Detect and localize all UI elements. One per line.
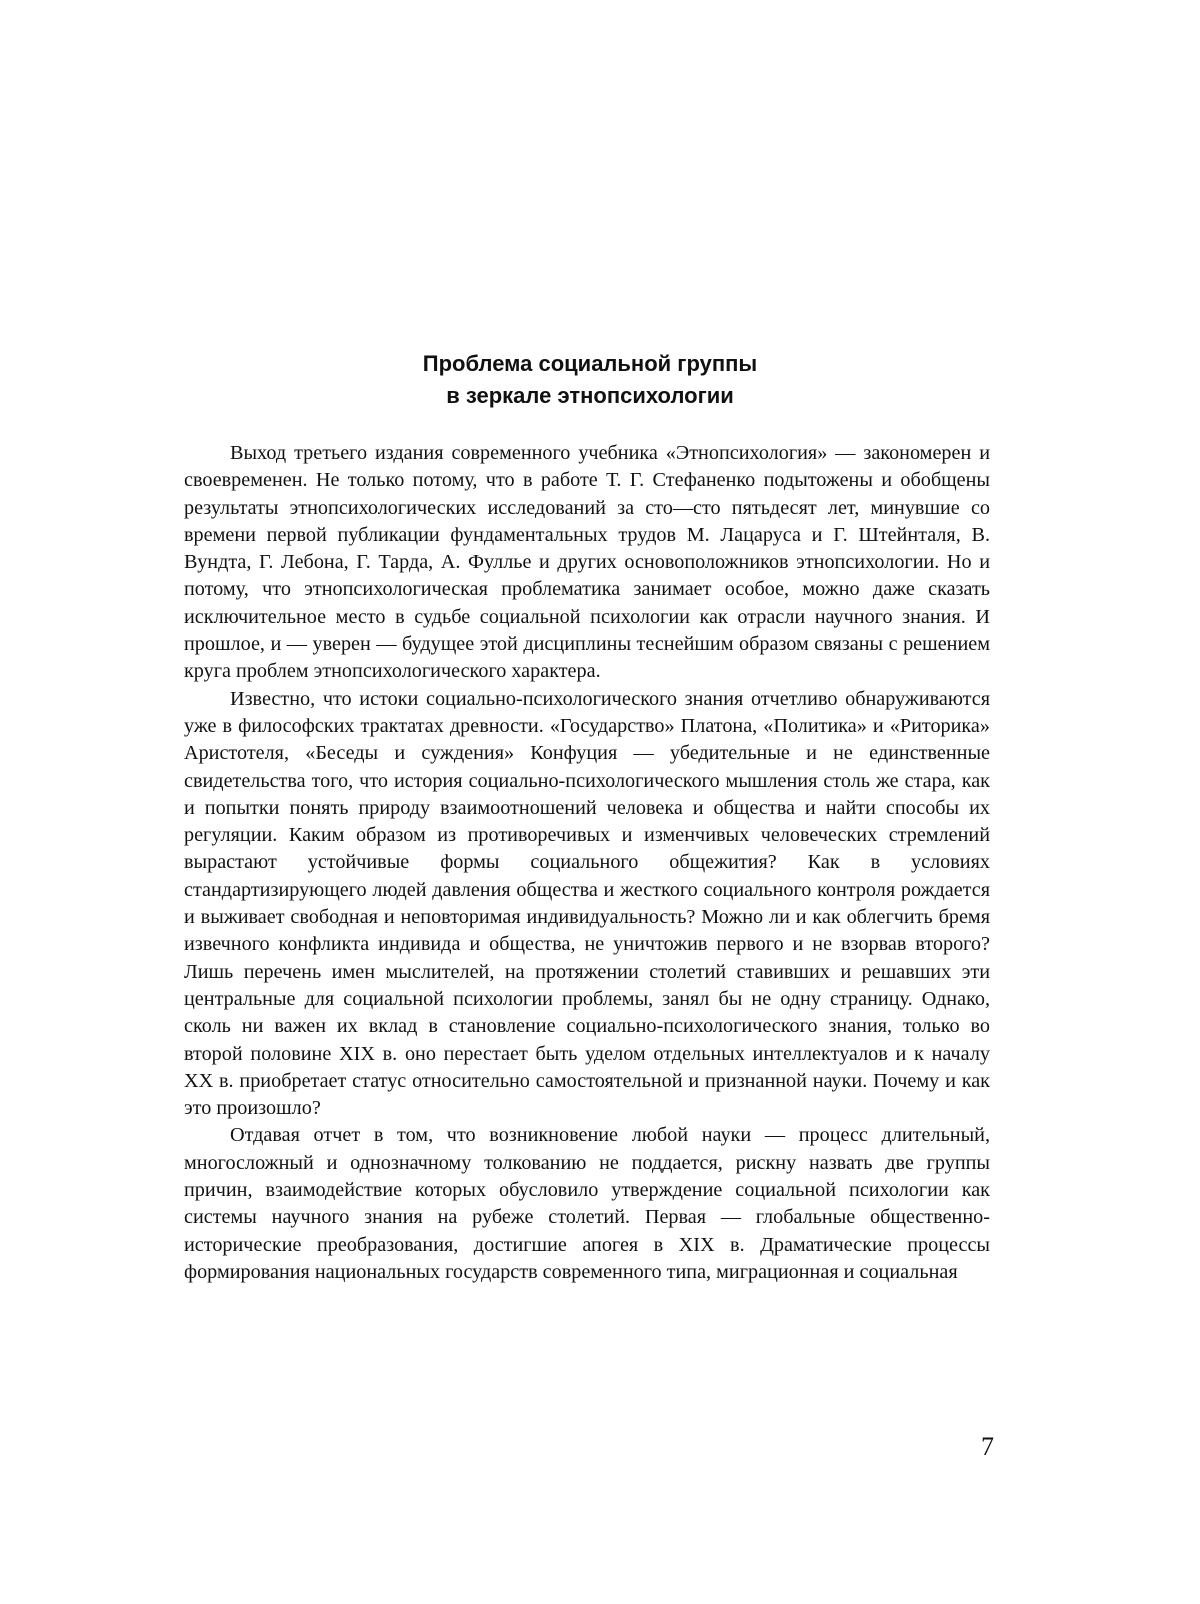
paragraph-3: Отдавая отчет в том, что возникновение любой науки — процесс длительный, многосложный и однозначному толкованию не поддается, рискну назвать две группы причин, взаимодействие которых обусловило утверждение социальной психологии как системы научного знания на рубеже столетий. Первая — глобальные общественно-исторические преобразования, достигшие апогея в XIX в. Драматические процессы формирования национальных государств современного типа, миграционная и социальная	[184, 1124, 990, 1283]
body-text	[184, 440, 990, 1286]
paragraph-2: Известно, что истоки социально-психологического знания отчетливо обнаруживаются уже в философских трактатах древности. «Государство» Платона, «Политика» и «Риторика» Аристотеля, «Беседы и суждения» Конфуция — убедительные и не единственные свидетельства того, что история социально-психологического мышления столь же стара, как и попытки понять природу взаимоотношений человека и общества и найти способы их регуляции. Каким образом из противоречивых и изменчивых человеческих стремлений вырастают устойчивые формы социального общежития? Как в условиях стандартизирующего людей давления общества и жесткого социального контроля рождается и выживает свободная и неповторимая индивидуальность? Можно ли и как облегчить бремя извечного конфликта индивида и общества, не уничтожив первого и не взорвав второго? Лишь перечень имен мыслителей, на протяжении столетий ставивших и решавших эти центральные для социальной психологии проблемы, занял бы не одну страницу. Однако, сколь ни важен их вклад в становление социально-психологического знания, только во второй половине XIX в. оно перестает быть уделом отдельных интеллектуалов и к началу XX в. приобретает статус относительно самостоятельной и признанной науки. Почему и как это произошло?	[184, 687, 990, 1120]
section-heading-line-2: в зеркале этнопсихологии	[446, 383, 734, 408]
section-heading-line-1: Проблема социальной группы	[422, 351, 758, 376]
section-heading	[180, 348, 1000, 412]
page-number: 7	[981, 1432, 994, 1461]
paragraph-1: Выход третьего издания современного учебника «Этнопсихология» — закономерен и своевременен. Не только потому, что в работе Т. Г. Стефаненко подытожены и обобщены результаты этнопсихологических исследований за сто—сто пятьдесят лет, минувшие со времени первой публикации фундаментальных трудов М. Лацаруса и Г. Штейнталя, В. Вундта, Г. Лебона, Г. Тарда, А. Фуллье и других основоположников этнопсихологии. Но и потому, что этнопсихологическая проблематика занимает особое, можно даже сказать исключительное место в судьбе социальной психологии как отрасли научного знания. И прошлое, и — уверен — будущее этой дисциплины теснейшим образом связаны с решением круга проблем этнопсихологического характера.	[184, 442, 990, 683]
